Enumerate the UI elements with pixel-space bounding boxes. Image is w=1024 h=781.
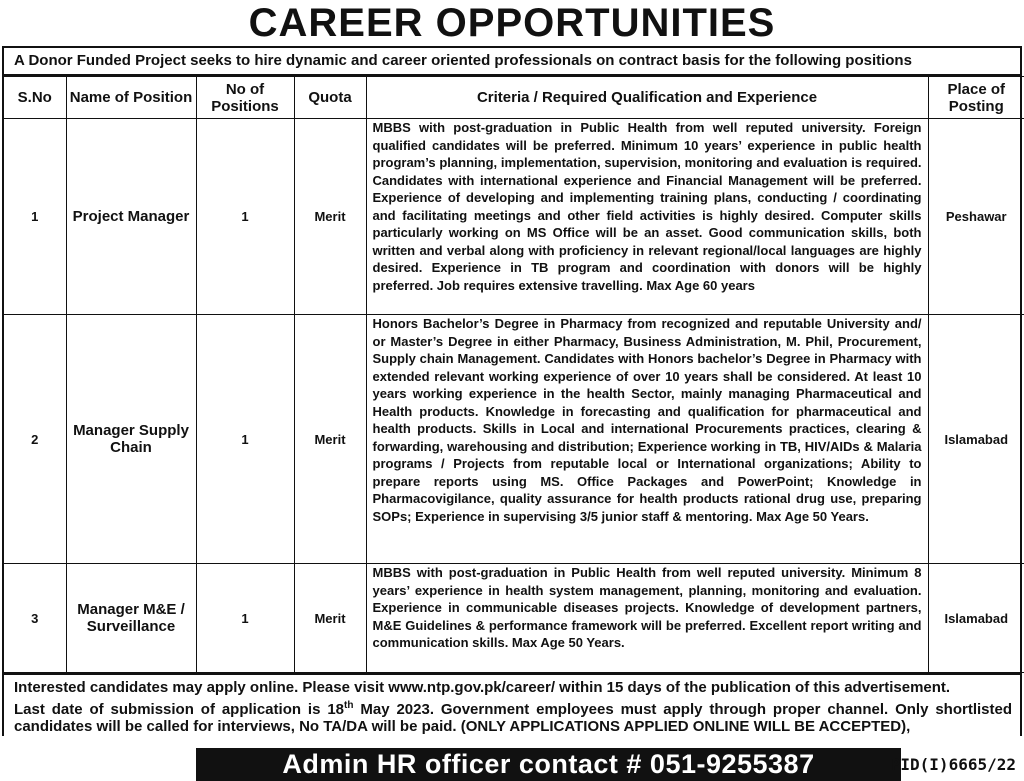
table-header-row: [4, 77, 1024, 119]
cell-place-of-posting: Islamabad: [928, 315, 1024, 564]
deadline-note: [14, 697, 1012, 736]
cell-sno: 1: [4, 119, 66, 315]
cell-position-name: Manager M&E / Surveillance: [66, 564, 196, 673]
table-row: [4, 564, 1024, 673]
cell-criteria: Honors Bachelor’s Degree in Pharmacy from recognized and reputable University and/ or Master’s Degree in either Pharmacy, Business Administration, M. Phil, Procurement, Supply chain Management. Candidates with Honors bachelor’s Degree in Pharmacy with extended relevant working experience of over 10 years shall be considered. At least 10 years working experience in the health Sector, mainly managing Pharmaceutical and Health products. Knowledge in forecasting and qualification for pharmaceutical and health products. Skills in Local and international Procurements practices, clearing & forwarding, warehousing and distribution; Experience working in TB, HIV/AIDs & Malaria programs / Projects from reputable local or International organizations; Ability to prepare reports using MS. Office Packages and PowerPoint; Knowledge in Pharmacovigilance, quality assurance for health products rational drug use, preparing SOPs; Experience in supervising 3/5 junior staff & mentoring. Max Age 50 Years.: [366, 315, 928, 564]
table-row: [4, 119, 1024, 315]
header-criteria: Criteria / Required Qualification and Experience: [366, 77, 928, 119]
cell-quota: Merit: [294, 119, 366, 315]
header-position-name: Name of Position: [66, 77, 196, 119]
header-quota: Quota: [294, 77, 366, 119]
cell-place-of-posting: Peshawar: [928, 119, 1024, 315]
intro-text: A Donor Funded Project seeks to hire dynamic and career oriented professionals on contract basis for the following positions: [4, 48, 1020, 76]
date-suffix: th: [344, 699, 354, 711]
cell-positions-count: 1: [196, 119, 294, 315]
pid-code: PID(I)6665/22: [890, 755, 1016, 774]
table-row: [4, 315, 1024, 564]
ad-frame: [2, 46, 1022, 736]
deadline-text: Last date of submission of application is 18: [14, 700, 345, 718]
application-instructions: [4, 673, 1020, 736]
cell-quota: Merit: [294, 564, 366, 673]
cell-position-name: Project Manager: [66, 119, 196, 315]
header-positions-count: No of Positions: [196, 77, 294, 119]
positions-table: [4, 76, 1024, 673]
page-title: CAREER OPPORTUNITIES: [248, 0, 776, 45]
cell-position-name: Manager Supply Chain: [66, 315, 196, 564]
cell-sno: 2: [4, 315, 66, 564]
contact-banner: Admin HR officer contact # 051-9255387: [196, 748, 901, 781]
apply-online-note: Interested candidates may apply online. Please visit www.ntp.gov.pk/career/ within 15 days of the publication of this advertisement.: [14, 679, 951, 696]
deadline-text-rest: May 2023. Government employees must apply through proper channel. Only shortlisted candidates will be called for interviews, No TA/DA will be paid. (ONLY APPLICATIONS APPLIED ONLINE WILL BE ACCEPTED),: [14, 700, 1012, 735]
cell-criteria: MBBS with post-graduation in Public Health from well reputed university. Minimum 8 years’ experience in health system management, planning, monitoring and evaluation. Experience in communicable diseases projects. Knowledge of development partners, M&E Guidelines & performance framework will be preferred. Excellent report writing and communication skills. Max Age 50 Years.: [366, 564, 928, 673]
cell-place-of-posting: Islamabad: [928, 564, 1024, 673]
cell-sno: 3: [4, 564, 66, 673]
cell-criteria: MBBS with post-graduation in Public Health from well reputed university. Foreign qualified candidates will be preferred. Minimum 10 years’ experience in public health program’s planning, implementation, supervision, monitoring and evaluation is required. Candidates with international experience and Financial Management will be preferred. Experience of developing and implementing training plans, conducting / coordinating and facilitating meetings and other field activities is highly desired. Computer skills particularly working on MS Office will be an asset. Good communication skills, both written and verbal along with proficiency in relevant regional/local languages are highly desired. Experience in TB program and coordination with donors will be highly preferred. Job requires extensive travelling. Max Age 60 years: [366, 119, 928, 315]
cell-positions-count: 1: [196, 564, 294, 673]
header-place-of-posting: Place of Posting: [928, 77, 1024, 119]
cell-positions-count: 1: [196, 315, 294, 564]
header-sno: S.No: [4, 77, 66, 119]
cell-quota: Merit: [294, 315, 366, 564]
